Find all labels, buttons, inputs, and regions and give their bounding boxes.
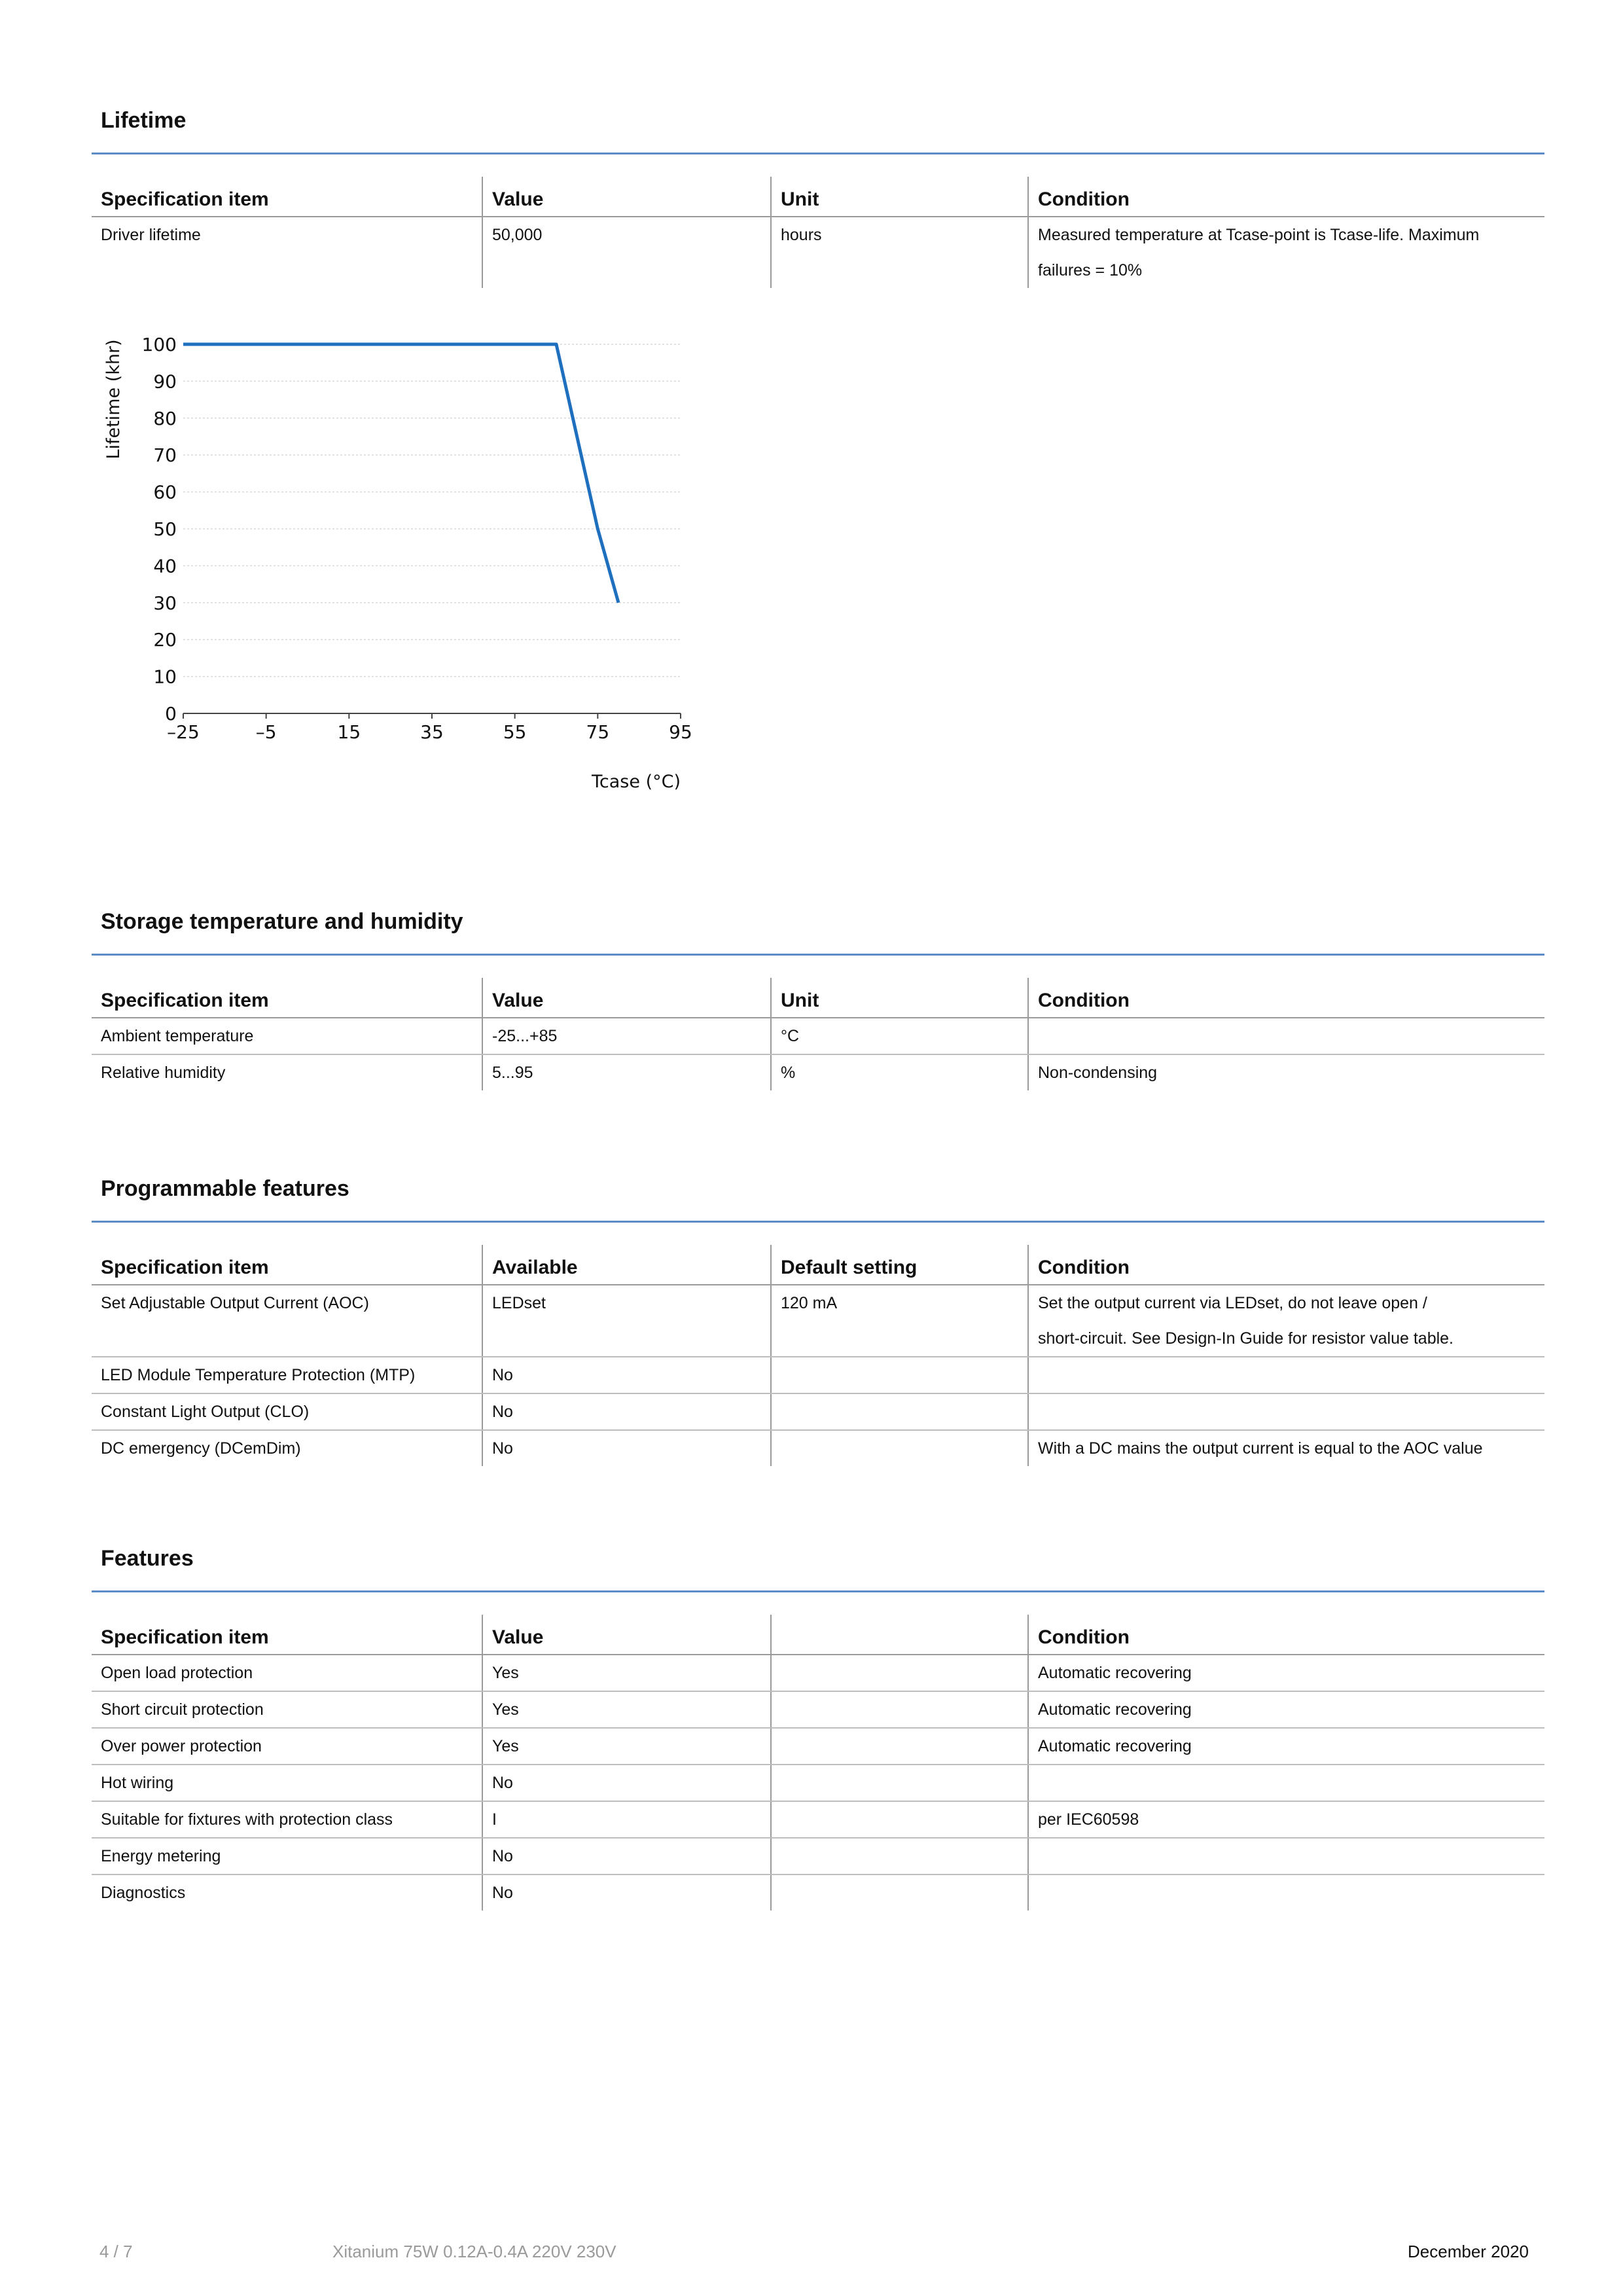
table-row — [92, 1357, 1544, 1393]
cell-item: Over power protection — [92, 1728, 482, 1765]
cell-item: Short circuit protection — [92, 1691, 482, 1728]
table-row — [92, 217, 1544, 288]
cell-value: No — [482, 1357, 771, 1393]
x-tick-labels — [167, 713, 692, 743]
header-condition: Condition — [1028, 1245, 1544, 1285]
cell-condition — [1028, 217, 1544, 288]
table-row — [92, 1285, 1544, 1357]
header-condition: Condition — [1028, 978, 1544, 1018]
table-row — [92, 1430, 1544, 1466]
cell-empty — [771, 1655, 1028, 1691]
cell-default: 120 mA — [771, 1285, 1028, 1357]
table-header-row — [92, 177, 1544, 217]
footer-product-name: Xitanium 75W 0.12A-0.4A 220V 230V — [332, 2242, 616, 2261]
cell-condition — [1028, 1874, 1544, 1910]
cell-item: Hot wiring — [92, 1765, 482, 1801]
cell-value: No — [482, 1430, 771, 1466]
y-tick-label: 50 — [153, 518, 177, 540]
y-tick-label: 0 — [165, 703, 177, 725]
table-row — [92, 1691, 1544, 1728]
y-tick-label: 60 — [153, 481, 177, 503]
cell-condition: With a DC mains the output current is equal to the AOC value — [1028, 1430, 1544, 1466]
programmable-table — [92, 1245, 1544, 1466]
y-tick-label: 10 — [153, 666, 177, 688]
table-row — [92, 1765, 1544, 1801]
chart-series — [183, 344, 618, 603]
footer-date: December 2020 — [1408, 2242, 1529, 2261]
cell-item: Diagnostics — [101, 1884, 186, 1902]
cell-condition: Non-condensing — [1028, 1054, 1544, 1090]
condition-line: Measured temperature at Tcase-point is Tcase-life. Maximum — [1038, 226, 1480, 244]
series-line — [183, 344, 618, 603]
header-default-setting: Default setting — [771, 1245, 1028, 1285]
header-condition: Condition — [1028, 177, 1544, 217]
cell-empty — [771, 1691, 1028, 1728]
x-axis-label: Tcase (°C) — [592, 772, 681, 792]
cell-item: Open load protection — [92, 1655, 482, 1691]
y-tick-label: 80 — [153, 407, 177, 429]
features-table — [92, 1615, 1544, 1910]
lifetime-table — [92, 177, 1544, 288]
storage-table — [92, 978, 1544, 1090]
header-specification-item: Specification item — [92, 177, 482, 217]
header-value: Value — [482, 177, 771, 217]
header-empty — [771, 1615, 1028, 1655]
x-tick-label: 55 — [503, 721, 527, 743]
header-value: Value — [482, 978, 771, 1018]
header-specification-item: Specification item — [92, 978, 482, 1018]
cell-condition: per IEC60598 — [1028, 1801, 1544, 1838]
header-value: Value — [482, 1615, 771, 1655]
cell-value: 50,000 — [482, 217, 771, 288]
cell-value: 5...95 — [482, 1054, 771, 1090]
y-tick-label: 40 — [153, 555, 177, 577]
cell-default — [771, 1357, 1028, 1393]
table-header-row — [92, 1245, 1544, 1285]
cell-empty — [771, 1765, 1028, 1801]
x-tick-label: 15 — [337, 721, 361, 743]
header-available: Available — [482, 1245, 771, 1285]
header-unit: Unit — [771, 978, 1028, 1018]
x-tick-label: –25 — [167, 721, 200, 743]
cell-value: -25...+85 — [482, 1018, 771, 1054]
cell-value: Yes — [482, 1655, 771, 1691]
cell-condition: Automatic recovering — [1028, 1691, 1544, 1728]
section-title: Programmable features — [101, 1176, 349, 1201]
cell-value: No — [482, 1874, 771, 1910]
x-tick-label: –5 — [255, 721, 277, 743]
cell-default — [771, 1430, 1028, 1466]
y-axis-label: Lifetime (khr) — [103, 339, 124, 459]
table-row — [92, 1655, 1544, 1691]
footer-page-number: 4 / 7 — [99, 2242, 133, 2261]
cell-condition — [1028, 1018, 1544, 1054]
y-tick-label: 30 — [153, 592, 177, 614]
table-row — [92, 1838, 1544, 1874]
cell-item: Relative humidity — [101, 1064, 226, 1082]
cell-condition — [1028, 1285, 1544, 1357]
section-title: Lifetime — [101, 108, 187, 133]
section-divider — [92, 1221, 1544, 1223]
section-title: Features — [101, 1546, 194, 1571]
cell-default — [771, 1393, 1028, 1430]
x-tick-label: 95 — [669, 721, 692, 743]
section-divider — [92, 1590, 1544, 1592]
cell-value: Yes — [482, 1691, 771, 1728]
cell-empty — [771, 1838, 1028, 1874]
cell-item: Constant Light Output (CLO) — [92, 1393, 482, 1430]
x-tick-label: 35 — [420, 721, 444, 743]
header-condition: Condition — [1028, 1615, 1544, 1655]
y-tick-label: 20 — [153, 629, 177, 651]
cell-value: Yes — [482, 1728, 771, 1765]
cell-condition — [1028, 1765, 1544, 1801]
section-divider — [92, 954, 1544, 956]
cell-item: Ambient temperature — [92, 1018, 482, 1054]
y-tick-label: 90 — [153, 370, 177, 393]
cell-item: Suitable for fixtures with protection class — [92, 1801, 482, 1838]
cell-empty — [771, 1801, 1028, 1838]
cell-condition — [1028, 1357, 1544, 1393]
cell-empty — [771, 1874, 1028, 1910]
table-header-row — [92, 1615, 1544, 1655]
y-tick-labels — [142, 334, 177, 725]
condition-line: short-circuit. See Design-In Guide for resistor value table. — [1038, 1329, 1454, 1348]
cell-item: Set Adjustable Output Current (AOC) — [92, 1285, 482, 1357]
cell-value: No — [482, 1838, 771, 1874]
cell-value: No — [482, 1393, 771, 1430]
cell-empty — [771, 1728, 1028, 1765]
table-header-row — [92, 978, 1544, 1018]
table-row — [92, 1728, 1544, 1765]
header-specification-item: Specification item — [92, 1615, 482, 1655]
condition-line: failures = 10% — [1038, 261, 1143, 279]
table-row — [92, 1874, 1544, 1910]
cell-value: I — [482, 1801, 771, 1838]
cell-item: DC emergency (DCemDim) — [101, 1439, 301, 1458]
cell-item: Driver lifetime — [101, 226, 201, 244]
cell-item: Energy metering — [92, 1838, 482, 1874]
cell-value: No — [482, 1765, 771, 1801]
table-row — [92, 1054, 1544, 1090]
cell-item: LED Module Temperature Protection (MTP) — [92, 1357, 482, 1393]
table-row — [92, 1393, 1544, 1430]
section-divider — [92, 152, 1544, 154]
cell-condition — [1028, 1838, 1544, 1874]
cell-condition: Automatic recovering — [1028, 1655, 1544, 1691]
header-specification-item: Specification item — [92, 1245, 482, 1285]
table-row — [92, 1018, 1544, 1054]
cell-condition: Automatic recovering — [1028, 1728, 1544, 1765]
lifetime-chart — [92, 321, 720, 818]
condition-line: Set the output current via LEDset, do not leave open / — [1038, 1294, 1427, 1312]
header-unit: Unit — [771, 177, 1028, 217]
cell-value: LEDset — [482, 1285, 771, 1357]
cell-unit: °C — [771, 1018, 1028, 1054]
cell-unit: hours — [771, 217, 1028, 288]
cell-condition — [1028, 1393, 1544, 1430]
section-title: Storage temperature and humidity — [101, 909, 463, 934]
chart-gridlines — [183, 344, 681, 677]
x-tick-label: 75 — [586, 721, 610, 743]
table-row — [92, 1801, 1544, 1838]
y-tick-label: 70 — [153, 444, 177, 467]
cell-unit: % — [771, 1054, 1028, 1090]
y-tick-label: 100 — [141, 334, 177, 355]
